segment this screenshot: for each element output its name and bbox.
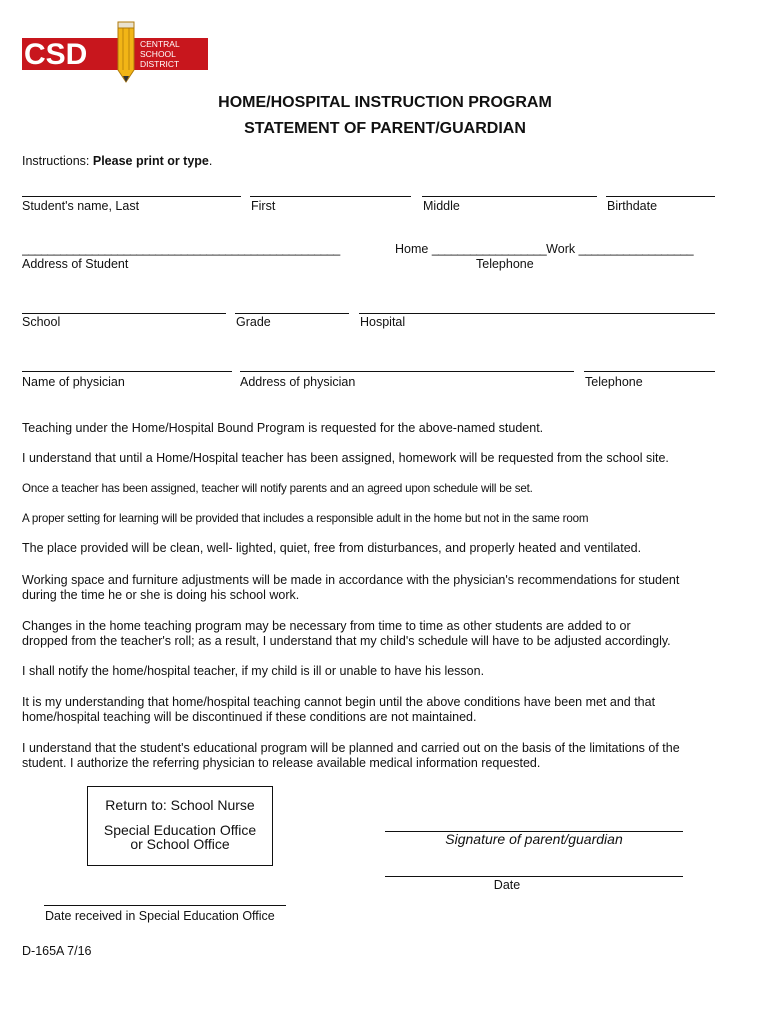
logo-graphic [22,20,208,84]
logo-name-2: SCHOOL [140,49,176,59]
form-title-line2: STATEMENT OF PARENT/GUARDIAN [244,120,526,137]
label-first-name: First [251,199,276,213]
school-line[interactable] [22,313,226,314]
label-physician-address: Address of physician [240,375,356,389]
label-birthdate: Birthdate [607,199,658,213]
birthdate-line[interactable] [606,196,715,197]
hospital-line[interactable] [359,313,715,314]
physician-address-line[interactable] [240,371,574,372]
date-line[interactable] [385,876,683,877]
paragraph-3: Once a teacher has been assigned, teacher will notify parents and an agreed upon schedule will be set. [22,482,533,495]
grade-line[interactable] [235,313,349,314]
paragraph-9-line1: It is my understanding that home/hospital teaching cannot begin until the above conditions have been met and that [22,695,656,709]
csd-logo [22,20,208,84]
paragraph-1: Teaching under the Home/Hospital Bound Program is requested for the above-named student. [22,421,544,435]
logo-name-1: CENTRAL [140,39,180,49]
label-physician-phone: Telephone [585,375,643,389]
label-school: School [22,315,61,329]
physician-phone-line[interactable] [584,371,715,372]
paragraph-10-line1: I understand that the student's educational program will be planned and carried out on the basis of the limitations of the [22,741,680,755]
address-line[interactable]: __________________________________________________ [22,242,340,256]
home-phone-field[interactable] [395,242,693,256]
paragraph-10-line2: student. I authorize the referring physician to release available medical information requested. [22,756,541,770]
logo-name-3: DISTRICT [140,59,180,69]
paragraph-7-line1: Changes in the home teaching program may be necessary from time to time as other students are added to or [22,619,631,633]
return-to-label: Return to: School Nurse [105,797,255,813]
first-name-line[interactable] [250,196,411,197]
paragraph-7-line2: dropped from the teacher's roll; as a result, I understand that my child's schedule will have to be adjusted accordingly. [22,634,671,648]
label-work: Work [546,242,576,256]
label-grade: Grade [236,315,271,329]
paragraph-4: A proper setting for learning will be provided that includes a responsible adult in the home but not in the same room [22,512,589,525]
label-hospital: Hospital [360,315,406,329]
paragraph-6-line1: Working space and furniture adjustments will be made in accordance with the physician's recommendations for student [22,573,680,587]
home-phone-line[interactable]: __________________ [431,242,547,256]
label-last-name: Student's name, Last [22,199,140,213]
instructions-emphasis: Please print or type [92,154,209,168]
logo-mark: CSD [24,38,88,71]
form-title-line1: HOME/HOSPITAL INSTRUCTION PROGRAM [218,94,552,111]
label-middle-name: Middle [423,199,460,213]
label-signature: Signature of parent/guardian [445,831,623,847]
label-physician-name: Name of physician [22,375,125,389]
instructions-suffix: . [208,154,213,168]
label-date-received: Date received in Special Education Office [45,909,275,923]
instructions [22,154,212,168]
work-phone-line[interactable]: __________________ [578,242,693,256]
paragraph-9-line2: home/hospital teaching will be discontinued if these conditions are not maintained. [22,710,477,724]
paragraph-2: I understand that until a Home/Hospital teacher has been assigned, homework will be requested from the school site. [22,451,669,465]
last-name-line[interactable] [22,196,241,197]
physician-name-line[interactable] [22,371,232,372]
form-code: D-165A 7/16 [22,944,92,958]
label-address: Address of Student [22,257,129,271]
return-to-office-alt: or School Office [130,836,230,852]
instructions-prefix: Instructions: [22,154,93,168]
paragraph-8: I shall notify the home/hospital teacher, if my child is ill or unable to have his lesson. [22,664,485,678]
label-telephone: Telephone [476,257,534,271]
label-date: Date [493,878,521,892]
label-home: Home [395,242,429,256]
paragraph-6-line2: during the time he or she is doing his school work. [22,588,300,602]
date-received-line[interactable] [44,905,286,906]
paragraph-5: The place provided will be clean, well- lighted, quiet, free from disturbances, and properly heated and ventilated. [22,541,642,555]
middle-name-line[interactable] [422,196,597,197]
return-to-box [87,786,273,866]
return-to-office: Special Education Office [103,822,257,838]
